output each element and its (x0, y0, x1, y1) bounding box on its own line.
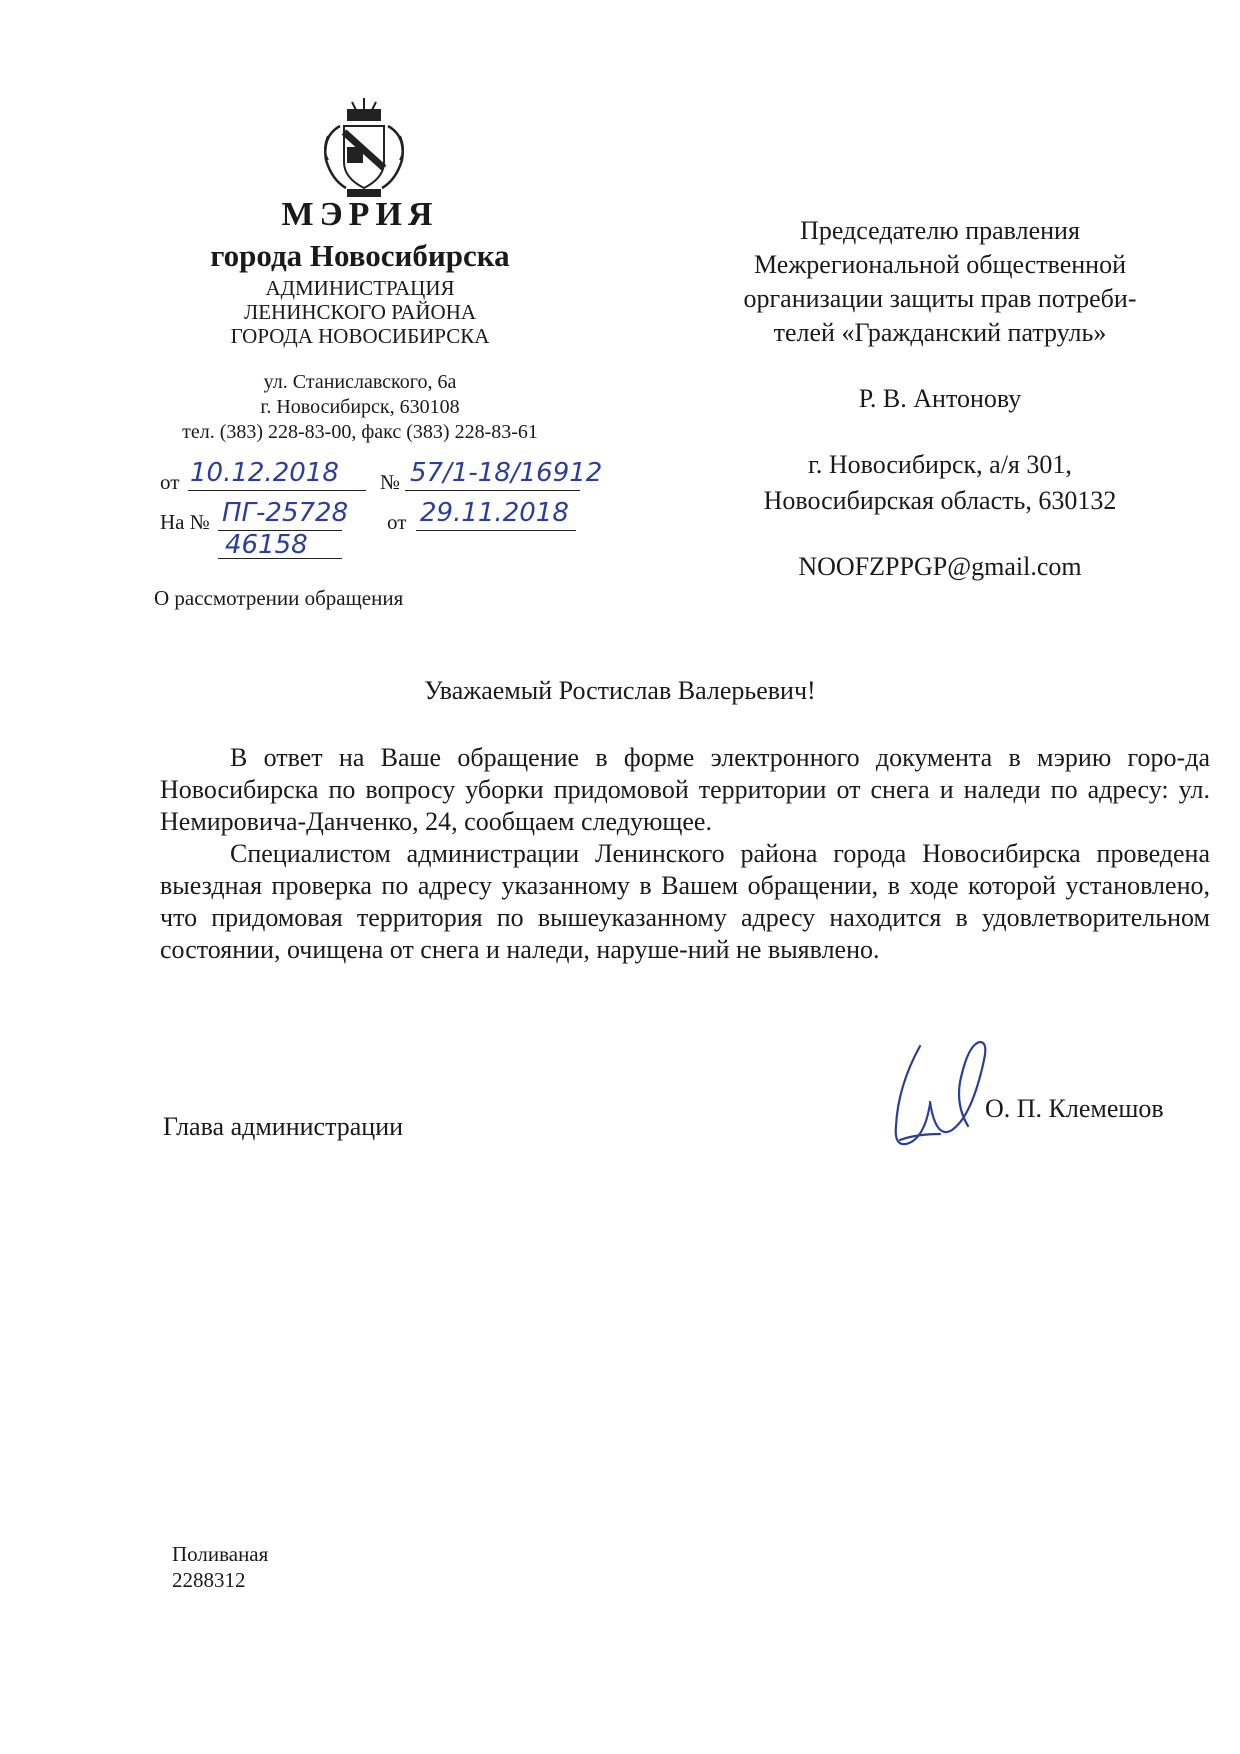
letterhead-admin-line: ЛЕНИНСКОГО РАЙОНА (243, 300, 477, 324)
document-number: 57/1-18/16912 (410, 458, 603, 488)
letterhead-title: МЭРИЯ (281, 196, 439, 233)
body-paragraph: Специалистом администрации Ленинского района города Новосибирска проведена выездная проверка по адресу указанному в Вашем обращении, в ходе которой установлено, что придомовая территория по вышеуказанному адресу находится в удовлетворительном состоянии, очищена от снега и наледи, наруше-ний не выявлено. (160, 839, 1210, 964)
letterhead-admin-line: ГОРОДА НОВОСИБИРСКА (230, 324, 490, 348)
salutation: Уважаемый Ростислав Валерьевич! (424, 676, 816, 705)
reply-number: ПГ-25728 (222, 498, 349, 528)
reply-date: 29.11.2018 (420, 498, 569, 528)
letterhead-phone-line: тел. (383) 228-83-00, факс (383) 228-83-61 (182, 421, 538, 443)
executor-name: Поливаная (172, 1542, 269, 1566)
letterhead-admin-line: АДМИНИСТРАЦИЯ (265, 276, 455, 300)
subject-line: О рассмотрении обращения (154, 586, 404, 610)
number-underline (405, 490, 580, 491)
coat-of-arms-icon (318, 96, 410, 200)
recipient-name: Р. В. Антонову (858, 384, 1022, 413)
letterhead-address-line: ул. Станиславского, 6а (263, 371, 457, 393)
recipient-line: телей «Гражданский патруль» (773, 318, 1107, 347)
signature-icon (880, 1026, 1010, 1156)
recipient-line: организации защиты прав потреби- (743, 284, 1137, 313)
signatory-name: О. П. Клемешов (985, 1094, 1164, 1123)
signatory-position: Глава администрации (163, 1112, 404, 1141)
reply-number-label: На № (160, 510, 210, 534)
reply-number-2-underline (218, 558, 342, 559)
reply-number-2: 46158 (225, 530, 308, 560)
date-underline (188, 490, 366, 491)
number-label: № (380, 470, 401, 494)
recipient-line: Председателю правления (800, 216, 1080, 245)
recipient-address-line: г. Новосибирск, а/я 301, (808, 450, 1072, 479)
document-date: 10.12.2018 (190, 458, 339, 488)
letterhead-city: города Новосибирска (210, 238, 510, 273)
date-label: от (160, 470, 180, 494)
recipient-address-line: Новосибирская область, 630132 (763, 486, 1117, 515)
reply-date-label: от (387, 510, 407, 534)
reply-date-underline (416, 530, 576, 531)
recipient-email: NOOFZPPGP@gmail.com (798, 552, 1082, 581)
letterhead-address-line: г. Новосибирск, 630108 (260, 396, 460, 418)
recipient-line: Межрегиональной общественной (754, 250, 1126, 279)
executor-phone: 2288312 (172, 1568, 246, 1592)
body-paragraph: В ответ на Ваше обращение в форме электронного документа в мэрию горо-да Новосибирска по вопросу уборки придомовой территории от снега и наледи по адресу: ул. Немировича-Данченко, 24, сообщаем следующее. (160, 743, 1210, 836)
